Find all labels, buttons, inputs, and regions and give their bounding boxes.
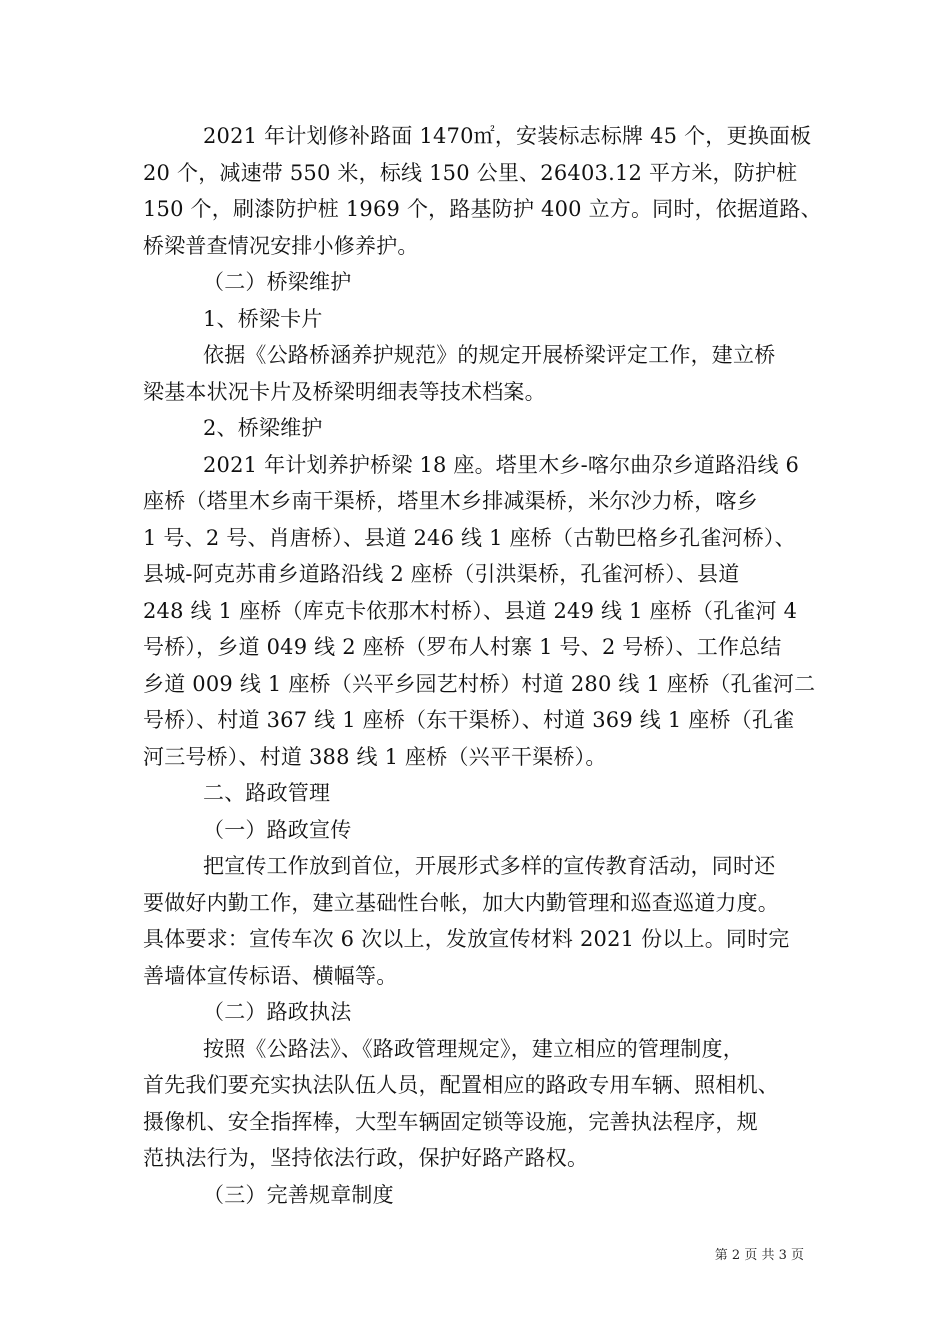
text-line: 20 个，减速带 550 米，标线 150 公里、26403.12 平方米，防护桩 [143, 160, 798, 185]
text-line: 二、路政管理 [203, 781, 331, 805]
text-line: （二）桥梁维护 [203, 270, 352, 294]
text-line: 依据《公路桥涵养护规范》的规定开展桥梁评定工作，建立桥 [203, 343, 776, 367]
text-line: 按照《公路法》、《路政管理规定》，建立相应的管理制度， [203, 1036, 744, 1061]
text-line: 具体要求：宣传车次 6 次以上，发放宣传材料 2021 份以上。同时完 [143, 927, 790, 951]
text-line: 号桥）、村道 367 线 1 座桥（东干渠桥）、村道 369 线 1 座桥（孔雀 [143, 708, 795, 732]
text-line: 要做好内勤工作，建立基础性台帐，加大内勤管理和巡查巡道力度。 [143, 890, 779, 915]
text-line: 梁基本状况卡片及桥梁明细表等技术档案。 [143, 379, 546, 404]
text-line: 248 线 1 座桥（库克卡依那木村桥）、县道 249 线 1 座桥（孔雀河 4 [143, 598, 798, 623]
text-line: 首先我们要充实执法队伍人员，配置相应的路政专用车辆、照相机、 [143, 1073, 779, 1097]
text-line: 1、桥梁卡片 [203, 306, 323, 331]
text-line: （一）路政宣传 [203, 817, 352, 842]
page-number: 第 2 页 共 3 页 [714, 1248, 804, 1263]
text-line: 河三号桥）、村道 388 线 1 座桥（兴平干渠桥）。 [143, 744, 607, 769]
text-line: 号桥），乡道 049 线 2 座桥（罗布人村寨 1 号、2 号桥）、工作总结 [143, 635, 782, 659]
text-line: 座桥（塔里木乡南干渠桥，塔里木乡排减渠桥，米尔沙力桥，喀乡 [143, 489, 758, 513]
text-line: 桥梁普查情况安排小修养护。 [143, 233, 419, 258]
text-line: 150 个，刷漆防护桩 1969 个，路基防护 400 立方。同时，依据道路、 [143, 197, 822, 221]
text-line: 摄像机、安全指挥棒，大型车辆固定锁等设施，完善执法程序，规 [143, 1109, 758, 1134]
text-line: 把宣传工作放到首位，开展形式多样的宣传教育活动，同时还 [203, 854, 776, 878]
text-line: （二）路政执法 [203, 1000, 352, 1024]
text-line: 县城-阿克苏甫乡道路沿线 2 座桥（引洪渠桥，孔雀河桥）、县道 [143, 562, 740, 586]
text-line: （三）完善规章制度 [203, 1182, 394, 1207]
text-line: 范执法行为，坚持依法行政，保护好路产路权。 [143, 1146, 589, 1170]
text-line: 2021 年计划养护桥梁 18 座。塔里木乡-喀尔曲尕乡道路沿线 6 [203, 452, 800, 477]
text-line: 2021 年计划修补路面 1470㎡，安装标志标牌 45 个，更换面板 [203, 124, 812, 148]
text-line: 善墙体宣传标语、横幅等。 [143, 963, 398, 988]
document-body [143, 118, 823, 1213]
text-line: 乡道 009 线 1 座桥（兴平乡园艺村桥）村道 280 线 1 座桥（孔雀河二 [143, 671, 816, 696]
text-line: 1 号、2 号、肖唐桥）、县道 246 线 1 座桥（古勒巴格乡孔雀河桥）、 [143, 525, 796, 550]
text-line: 2、桥梁维护 [203, 416, 323, 440]
